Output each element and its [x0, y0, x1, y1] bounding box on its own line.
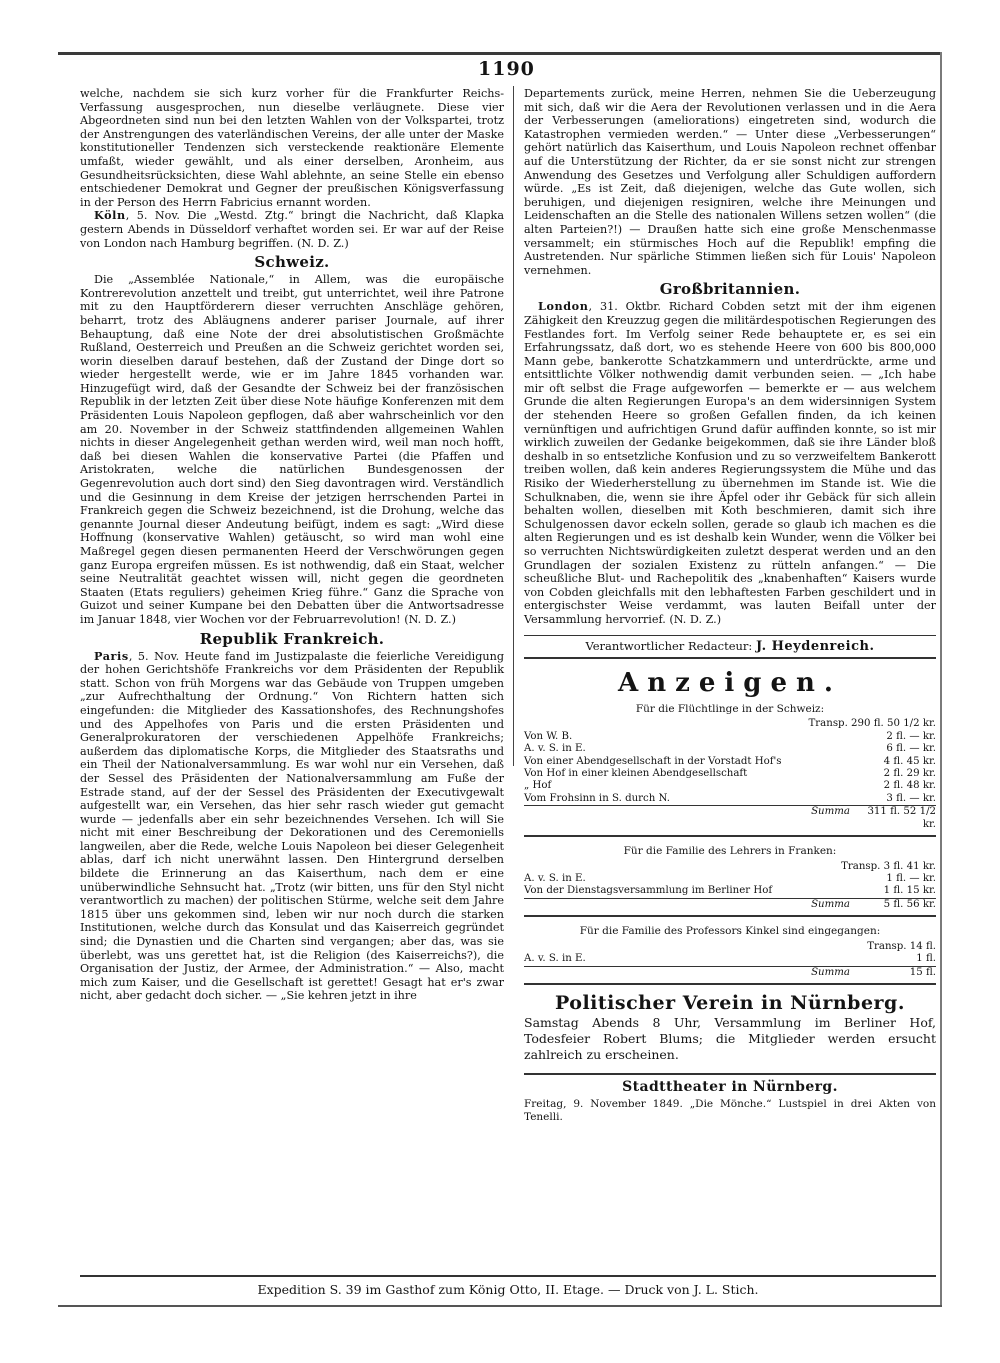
- donor-name: „ Hof: [524, 780, 552, 792]
- total-label: Summa: [811, 806, 850, 818]
- donation-list-lehrer: [524, 845, 936, 917]
- donation-amount: 1 fl.: [916, 953, 936, 965]
- paris-article: [80, 650, 504, 1003]
- donation-list-fluechtlinge: [524, 703, 936, 837]
- donor-name: Vom Frohsinn in S. durch N.: [524, 792, 671, 804]
- verein-announcement: Samstag Abends 8 Uhr, Versammlung im Berliner Hof, Todesfeier Robert Blums; die Mitglieder werden ersucht zahlreich zu erscheinen.: [524, 1014, 936, 1062]
- dateline-paris: Paris: [94, 648, 129, 663]
- donation-amount: 1 fl. 15 kr.: [883, 885, 936, 897]
- london-article: [524, 300, 936, 626]
- donation-rows: [524, 941, 936, 966]
- donation-row: [524, 861, 936, 873]
- donor-name: [524, 718, 766, 730]
- donation-rows: [524, 718, 936, 805]
- section-heading-schweiz: Schweiz.: [254, 253, 330, 272]
- theater-announcement: Freitag, 9. November 1849. „Die Mönche.“ Lustspiel in drei Akten von Tenelli.: [524, 1098, 936, 1124]
- donation-total: [524, 898, 936, 911]
- donation-amount: 2 fl. 48 kr.: [883, 780, 936, 792]
- donation-row: [524, 731, 936, 743]
- donation-amount: 4 fl. 45 kr.: [883, 755, 936, 767]
- donation-heading: Für die Familie des Lehrers in Franken:: [623, 845, 837, 857]
- theater-heading: Stadttheater in Nürnberg.: [524, 1073, 936, 1095]
- dateline-koeln: Köln: [94, 208, 126, 223]
- donor-name: Von der Dienstagsversammlung im Berliner Hof: [524, 885, 773, 897]
- section-heading-grossbritannien: Großbritannien.: [659, 280, 801, 299]
- total-label: Summa: [811, 966, 850, 978]
- donation-amount: Transp. 14 fl.: [867, 940, 936, 952]
- donation-row: [524, 780, 936, 792]
- donor-name: [524, 941, 766, 953]
- donation-row: [524, 768, 936, 780]
- donor-name: Von Hof in einer kleinen Abendgesellschaft: [524, 767, 748, 779]
- donation-total: [524, 966, 936, 979]
- donation-row: [524, 953, 936, 965]
- verein-heading: Politischer Verein in Nürnberg.: [555, 992, 905, 1015]
- total-amount: 311 fl. 52 1/2 kr.: [867, 806, 936, 830]
- donation-row: [524, 873, 936, 885]
- donation-amount: Transp. 290 fl. 50 1/2 kr.: [808, 718, 936, 730]
- donation-amount: Transp. 3 fl. 41 kr.: [841, 860, 936, 872]
- dateline-london: London: [538, 299, 589, 314]
- koeln-text: , 5. Nov. Die „Westd. Ztg.“ bringt die Nachricht, daß Klapka gestern Abends in Düsseldorf verhaftet worden sei. Er war auf der Reise von London nach Hamburg begriffen. (N. D. Z.): [80, 209, 504, 250]
- donor-name: A. v. S. in E.: [524, 953, 586, 965]
- section-heading-frankreich: Republik Frankreich.: [199, 629, 385, 648]
- total-amount: 5 fl. 56 kr.: [883, 898, 936, 910]
- donation-row: [524, 885, 936, 897]
- donor-name: Von W. B.: [524, 730, 573, 742]
- donor-name: [524, 861, 766, 873]
- editor-name: J. Heydenreich.: [755, 638, 875, 654]
- donation-heading: Für die Flüchtlinge in der Schweiz:: [635, 702, 825, 715]
- paris-text: , 5. Nov. Heute fand im Justizpalaste die feierliche Vereidigung der hohen Gerichtshöfe Frankreichs vor dem Präsidenten der Republik statt. Schon von früh Morgens war das Gebäude von Truppen umgeben „zur Aufrechthaltung der Ordnung.“ Von Richtern hatten sich eingefunden: die Mitglieder des Kassationshofes, des Rechnungshofes und des Appelhofes von Paris und die ersten Präsidenten und Generalprokuratoren der verschiedenen Appelhöfe Frankreichs; außerdem das diplomatische Korps, die Mitglieder des Staatsraths und ein Theil der Nationalversammlung. Es war wohl nur ein Versehen, daß der Sessel des Präsidenten der Nationalversammlung am Fuße der Estrade stand, auf der der Sessel des Präsidenten der Executivgewalt aufgestellt war, ein Versehen, das hier sehr rasch wieder gut gemacht wurde — jedenfalls aber ein sehr bezeichnendes Versehen. Ich will Sie nicht mit einer Beschreibung der Dekorationen und des Ceremoniells langweilen, aber die Rede, welche Louis Napoleon bei dieser Gelegenheit ablas, darf ich nicht unerwähnt lassen. Den Hintergrund derselben bildete die Erinnerung an das Kaiserthum, nach dem er eine unüberwindliche Sehnsucht hat. „Trotz (wir bitten, uns für den Styl nicht verantwortlich zu machen) der politischen Stürme, welche seit dem Jahre 1815 über uns gekommen sind, leben wir nur noch durch die starken Institutionen, welche durch das Konsulat und das Kaiserreich gegründet sind; die Dynastien und die Charten sind vergangen; aber das, was sie überlebt, was uns gerettet hat, ist die Religion (des Kaiserreichs?), die Organisation der Justiz, der Armee, der Administration.“ — Also, macht mich zum Kaiser, und die Gesellschaft ist gerettet! Gesagt hat er's zwar nicht, aber gedacht doch sicher. — „Sie kehren jetzt in ihre: [80, 649, 504, 1003]
- donation-amount: 1 fl. — kr.: [886, 873, 936, 884]
- editor-label: Verantwortlicher Redacteur:: [585, 638, 753, 653]
- page-bottom-border: [58, 1305, 942, 1307]
- paris-continuation: Departements zurück, meine Herren, nehmen Sie die Ueberzeugung mit sich, daß wir die Aera der Revolutionen verlassen und in die Aera der Verbesserungen (ameliorations) eingetreten sind, wodurch die Katastrophen vermieden werden.“ — Unter diese „Verbesserungen“ gehört natürlich das Kaiserthum, und Louis Napoleon rechnet offenbar auf die Unterstützung der Richter, da er sie sonst nicht zur strengen Anwendung des Gesetzes und Verfolgung aller Schuldigen auffordern würde. „Es ist Zeit, daß diejenigen, welche das Gute wollen, sich beruhigen, und diejenigen resigniren, welche ihre Meinungen und Leidenschaften an die Stelle des nationalen Willens setzen wollen“ (die alten Parteien?!) — Draußen hatte sich eine große Menschenmasse versammelt; ein stürmisches Hoch auf die Republik! empfing die Austretenden. Nur spärliche Stimmen ließen sich für Louis' Napoleon vernehmen.: [524, 87, 936, 277]
- donation-amount: 3 fl. — kr.: [886, 792, 936, 804]
- responsible-editor: [524, 635, 936, 660]
- donor-name: Von einer Abendgesellschaft in der Vorstadt Hof's: [524, 755, 782, 767]
- right-column: [524, 87, 936, 1124]
- page-top-border: [58, 52, 942, 55]
- total-amount: 15 fl.: [909, 966, 936, 978]
- column-divider: [513, 86, 514, 766]
- donation-amount: 2 fl. — kr.: [886, 730, 936, 742]
- article-continuation: welche, nachdem sie sich kurz vorher für die Frankfurter Reichs-Verfassung ausgesprochen, nun dieselbe verläugnete. Diese vier Abgeordneten sind nun bei den letzten Wahlen von der Volkspartei, trotz der Anstrengungen des vaterländischen Vereins, der alle unter der Maske konstitutioneller Tendenzen sich versteckende reaktionäre Elemente umfaßt, wieder gewählt, und als einer derselben, Aronheim, aus Gesundheitsrücksichten, diese Wahl ablehnte, an seine Stelle ein ebenso entschiedener Demokrat und Gegner der preußischen Königsverfassung in der Person des Herrn Fabricius ernannt worden.: [80, 87, 504, 209]
- total-label: Summa: [811, 898, 850, 910]
- schweiz-article: Die „Assemblée Nationale,“ in Allem, was die europäische Kontrerevolution anzettelt und treibt, gut unterrichtet, weil ihre Patrone mit zu den Hauptförderern dieser verruchten Anschläge gehören, beharrt, trotz des Abläugnens anderer pariser Journale, auf ihrer Behauptung, daß eine Note der drei absolutistischen Großmächte Rußland, Oesterreich und Preußen an die Schweiz gerichtet worden sei, worin dieselben darauf bestehen, daß der Zustand der Dinge dort so wieder hergestellt werde, wie er im Jahre 1845 vorhanden war. Hinzugefügt wird, daß der Gesandte der Schweiz bei der französischen Republik in der letzten Zeit über diese Note häufige Konferenzen mit dem Präsidenten Louis Napoleon gepflogen, daß aber wahrscheinlich vor den am 20. November in der Schweiz stattfindenden allgemeinen Wahlen nichts in dieser Angelegenheit gethan werden wird, weil man noch hofft, daß bei diesen Wahlen die konservative Partei (die Pfaffen und Aristokraten, welche die natürlichen Bundesgenossen der Gegenrevolution auch dort sind) den Sieg davontragen wird. Verständlich und die Gesinnung in dem Kreise der jetzigen herrschenden Partei in Frankreich gegen die Schweiz bezeichnend, ist die Drohung, welche das genannte Journal dieser Andeutung beifügt, indem es sagt: „Wird diese Hoffnung (konservative Wahlen) getäuscht, so wird man wohl eine Maßregel gegen diesen permanenten Heerd der Verschwörungen gegen ganz Europa ergreifen müssen. Es ist nothwendig, daß ein Staat, welcher seine Neutralität geachtet wissen will, nicht gegen die geordneten Staaten (Etats reguliers) geheimen Krieg führe.“ Ganz die Sprache von Guizot und seiner Kumpane bei den Debatten über die Antwortsadresse im Januar 1848, vier Wochen vor der Februarrevolution! (N. D. Z.): [80, 273, 504, 626]
- page-number: 1190: [478, 58, 535, 80]
- donation-amount: 2 fl. 29 kr.: [883, 767, 936, 779]
- donation-row: [524, 756, 936, 768]
- donation-total: [524, 805, 936, 831]
- donation-row: [524, 743, 936, 755]
- donation-row: [524, 793, 936, 805]
- donation-row: [524, 941, 936, 953]
- donation-rows: [524, 861, 936, 898]
- donor-name: A. v. S. in E.: [524, 873, 586, 884]
- donation-list-kinkel: [524, 925, 936, 985]
- imprint-footer: Expedition S. 39 im Gasthof zum König Otto, II. Etage. — Druck von J. L. Stich.: [80, 1275, 936, 1297]
- donation-amount: 6 fl. — kr.: [886, 743, 936, 755]
- page-right-border: [940, 52, 942, 1307]
- donor-name: A. v. S. in E.: [524, 743, 586, 755]
- left-column: [80, 87, 504, 1003]
- london-text: , 31. Oktbr. Richard Cobden setzt mit der ihm eigenen Zähigkeit den Kreuzzug gegen die militärdespotischen Regierungen des Festlandes fort. Im Verfolg seiner Rede behauptete er, es sei ein Erfahrungssatz, daß dort, wo es stehende Heere von 600 bis 800,000 Mann gebe, bankerotte Schatzkammern und unterdrückte, arme und entsittlichte Völker nothwendig damit verbunden seien. — „Ich habe mir oft selbst die Frage aufgeworfen — bemerkte er — aus welchem Grunde die alten Regierungen Europa's an dem widersinnigen System der stehenden Heere so großen Gefallen finden, da ich keinen vernünftigen und aufrichtigen Grund dafür auffinden konnte, so ist mir wirklich zuweilen der Gedanke beigekommen, daß sie ihre Länder bloß deshalb in so entsetzliche Konfusion und zu so verzweifeltem Bankerott treiben wollen, daß kein anderes Regierungssystem die Mühe und das Risiko der Wiederherstellung zu übernehmen im Stande ist. Wie die Schulknaben, die, wenn sie ihre Äpfel oder ihr Gebäck für sich allein behalten wollen, dieselben mit Koth beschmieren, damit sich ihre Schulgenossen davor eckeln sollen, gerade so glaub ich machen es die alten Regierungen und es ist deshalb kein Wunder, wenn die Völker bei so verruchten Nichtswürdigkeiten zuletzt desperat werden und an den Grundlagen der sozialen Existenz zu rütteln anfangen.“ — Die scheußliche Blut- und Rachepolitik des „knabenhaften“ Kaisers wurde von Cobden gleichfalls mit den lebhaftesten Farben geschildert und in entergischster Weise verdammt, was lauten Beifall unter der Versammlung hervorrief. (N. D. Z.): [524, 300, 936, 626]
- donation-row: [524, 718, 936, 730]
- koeln-article: [80, 209, 504, 250]
- ads-title: Anzeigen.: [618, 668, 842, 699]
- donation-heading: Für die Familie des Professors Kinkel sind eingegangen:: [579, 925, 881, 938]
